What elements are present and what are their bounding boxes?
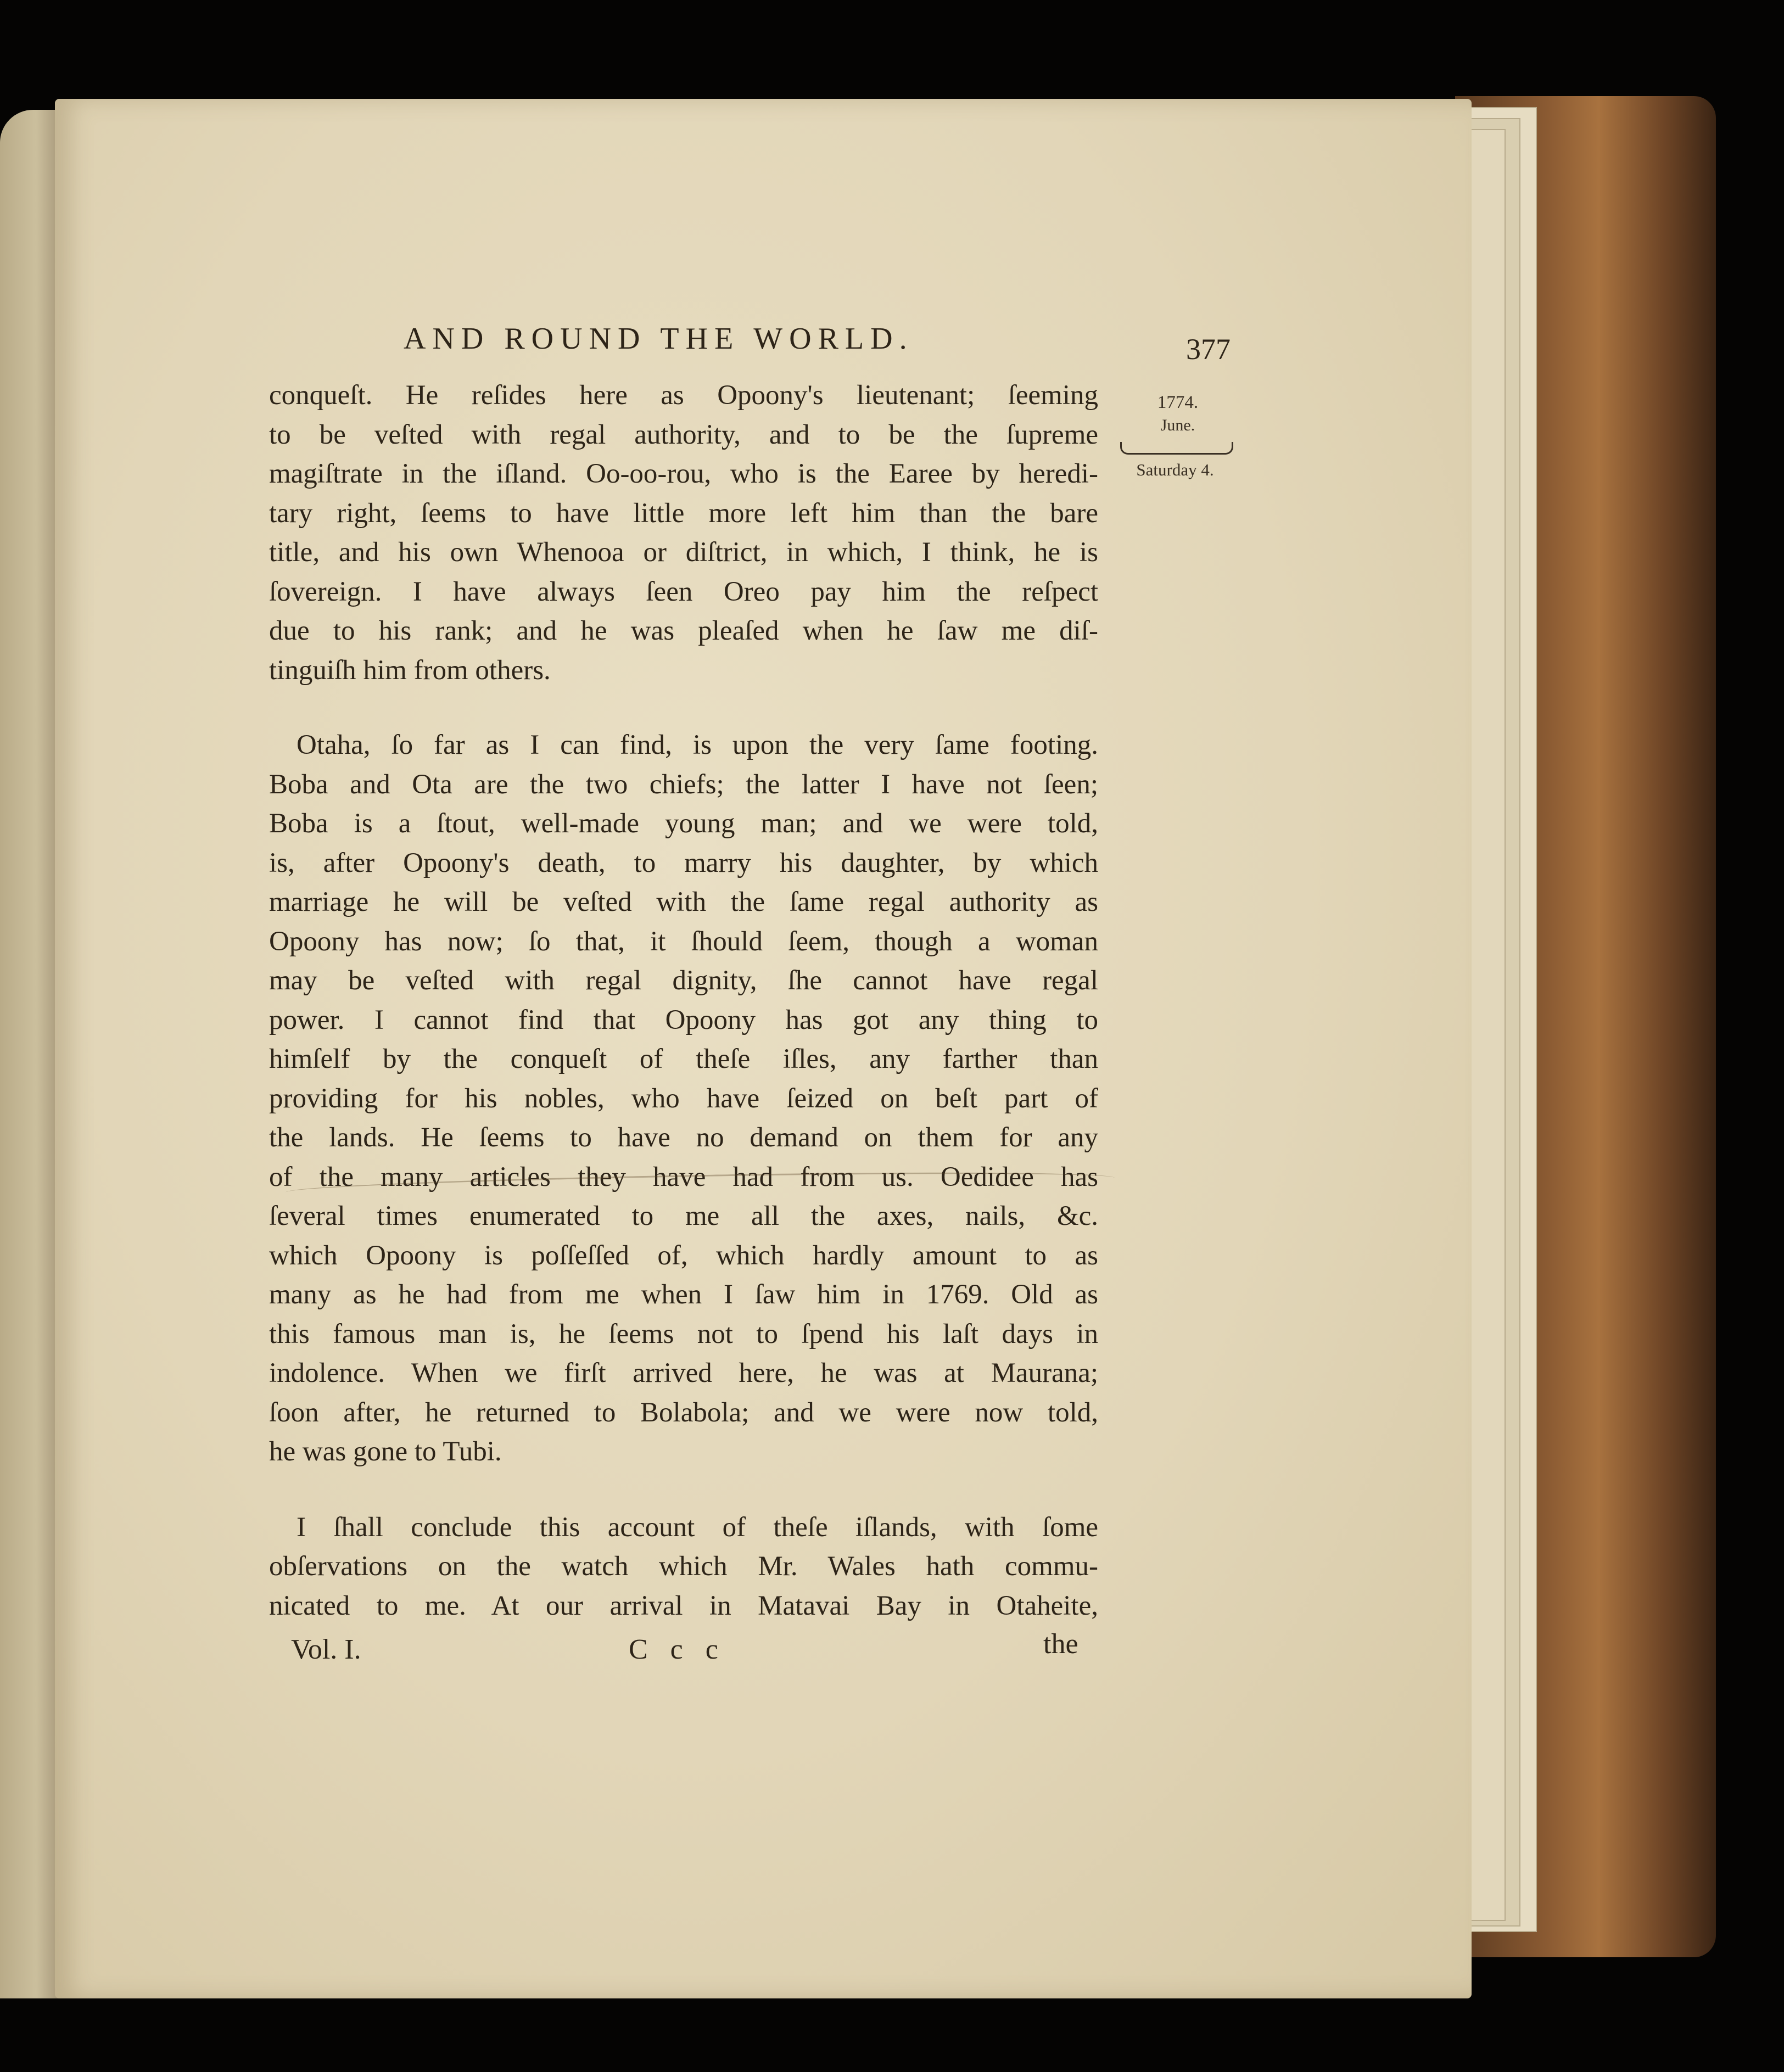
text-line: providing for his nobles, who have ſeized on beſt part of <box>269 1083 1098 1114</box>
text-line: magiſtrate in the iſland. Oo-oo-rou, who is the Earee by heredi- <box>269 458 1098 489</box>
margin-brace <box>1120 442 1233 455</box>
text-line: which Opoony is poſſeſſed of, which hardly amount to as <box>269 1240 1098 1271</box>
text-line: marriage he will be veſted with the ſame regal authority as <box>269 887 1098 917</box>
margin-month: June. <box>1160 416 1195 434</box>
text-line: ſoon after, he returned to Bolabola; and we were now told, <box>269 1397 1098 1428</box>
text-line: title, and his own Whenooa or diſtrict, in which, I think, he is <box>269 537 1098 568</box>
running-header: AND ROUND THE WORLD. <box>404 322 914 356</box>
text-line: Opoony has now; ſo that, it ſhould ſeem, though a woman <box>269 926 1098 957</box>
text-line: may be veſted with regal dignity, ſhe cannot have regal <box>269 965 1098 996</box>
text-line: nicated to me. At our arrival in Matavai Bay in Otaheite, <box>269 1591 1098 1621</box>
text-line: due to his rank; and he was pleaſed when he ſaw me diſ- <box>269 615 1098 646</box>
text-line: is, after Opoony's death, to marry his daughter, by which <box>269 848 1098 878</box>
text-line: to be veſted with regal authority, and to be the ſupreme <box>269 419 1098 450</box>
text-line: Boba and Ota are the two chiefs; the latter I have not ſeen; <box>269 769 1098 800</box>
text-line: indolence. When we firſt arrived here, he was at Maurana; <box>269 1358 1098 1388</box>
text-line: of the many articles they have had from us. Oedidee has <box>269 1162 1098 1192</box>
previous-page-edge <box>0 110 60 1998</box>
text-line: tary right, ſeems to have little more left him than the bare <box>269 498 1098 529</box>
text-line: power. I cannot find that Opoony has got any thing to <box>269 1005 1098 1035</box>
footer-volume: Vol. I. <box>291 1634 361 1665</box>
margin-year: 1774. <box>1157 393 1199 412</box>
margin-day: Saturday 4. <box>1136 460 1214 479</box>
text-line: ſovereign. I have always ſeen Oreo pay him the reſpect <box>269 576 1098 607</box>
text-line: obſervations on the watch which Mr. Wales hath commu- <box>269 1551 1098 1582</box>
text-line: many as he had from me when I ſaw him in 1769. Old as <box>269 1279 1098 1310</box>
text-line: conqueſt. He reſides here as Opoony's lieutenant; ſeeming <box>269 380 1098 411</box>
text-line: ſeveral times enumerated to me all the axes, nails, &c. <box>269 1201 1098 1231</box>
text-line: he was gone to Tubi. <box>269 1436 502 1467</box>
text-line: Otaha, ſo far as I can find, is upon the very ſame footing. <box>297 730 1098 760</box>
text-line: Boba is a ſtout, well-made young man; and we were told, <box>269 808 1098 839</box>
text-line: himſelf by the conqueſt of theſe iſles, any farther than <box>269 1044 1098 1074</box>
footer-signature: C c c <box>629 1634 726 1665</box>
text-line: this famous man is, he ſeems not to ſpend his laſt days in <box>269 1319 1098 1349</box>
page-number: 377 <box>1186 333 1231 366</box>
text-line: I ſhall conclude this account of theſe iſlands, with ſome <box>297 1512 1098 1543</box>
text-line: tinguiſh him from others. <box>269 655 551 686</box>
footer-catchword: the <box>1043 1628 1078 1660</box>
text-line: the lands. He ſeems to have no demand on them for any <box>269 1122 1098 1153</box>
